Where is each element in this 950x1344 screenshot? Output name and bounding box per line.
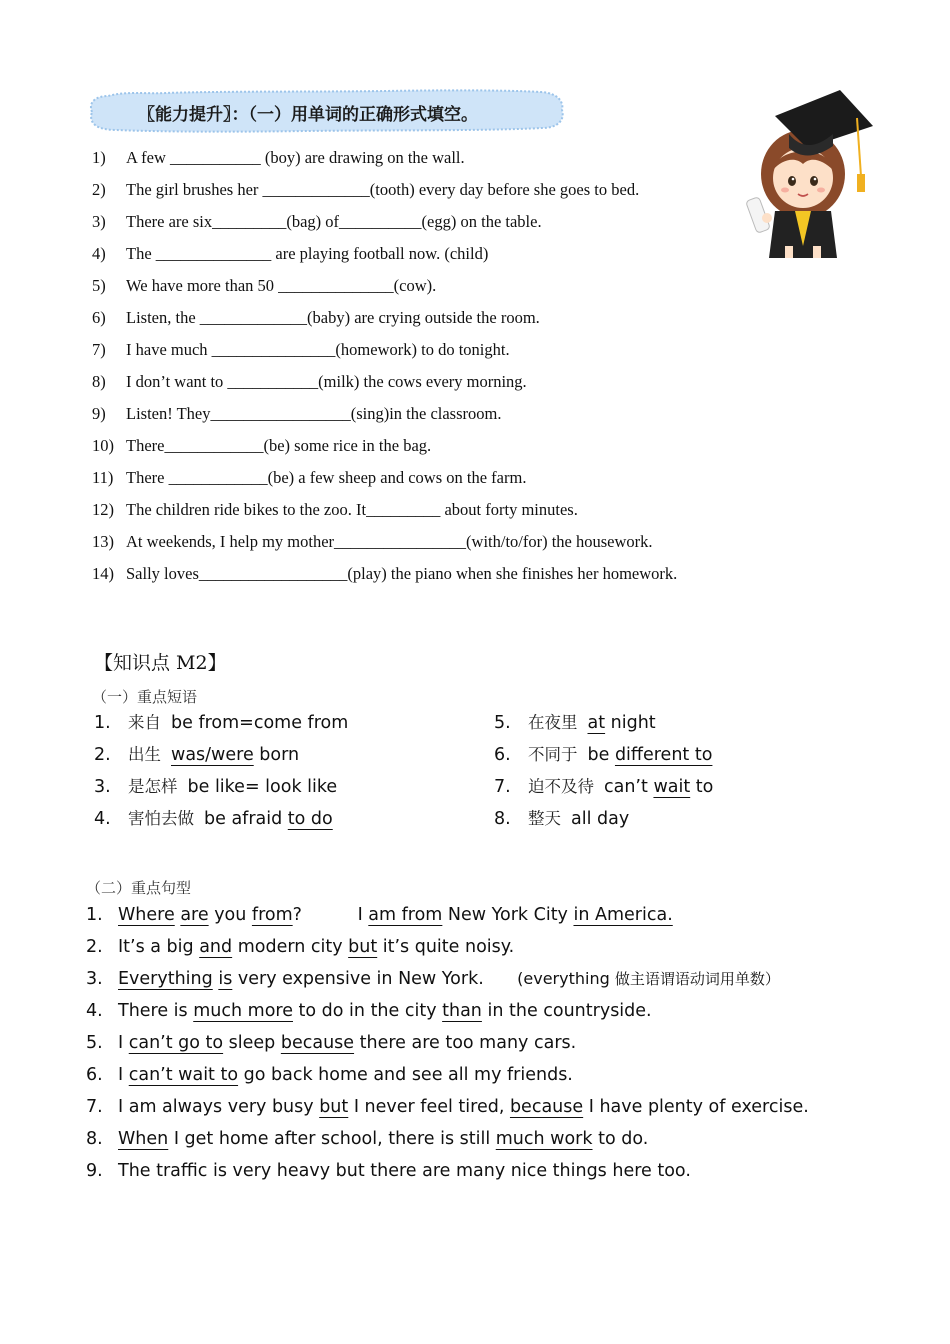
sentence-text: sleep	[223, 1033, 281, 1053]
phrase-chinese: 来自	[128, 713, 161, 732]
exercise-text: The ______________ are playing football now. (child)	[126, 244, 489, 263]
exercise-text: Listen, the _____________(baby) are crying outside the room.	[126, 308, 540, 327]
exercise-text: There are six_________(bag) of__________(egg) on the table.	[126, 212, 542, 231]
exercise-number: 8)	[92, 372, 106, 391]
phrase-chinese: 是怎样	[128, 777, 178, 796]
sentence-text: it’s quite noisy.	[377, 937, 515, 957]
exercise-text: The girl brushes her _____________(tooth) every day before she goes to bed.	[126, 180, 640, 199]
phrase-chinese: 迫不及待	[528, 777, 594, 796]
key-word-underlined: and	[199, 937, 233, 957]
phrase-number: 1.	[94, 713, 111, 733]
sentence-text: to do.	[592, 1129, 649, 1149]
exercise-number: 6)	[92, 308, 106, 327]
exercise-text: Listen! They_________________(sing)in the classroom.	[126, 404, 502, 423]
phrase-number: 7.	[494, 777, 511, 797]
phrase-number: 6.	[494, 745, 511, 765]
exercise-item	[92, 562, 792, 594]
key-word-underlined: can’t go to	[128, 1033, 224, 1053]
phrase-item	[494, 807, 894, 839]
key-word-underlined: Everything	[118, 969, 213, 989]
phrase-english-underlined: to do	[287, 809, 333, 829]
key-word-underlined: am from	[368, 905, 443, 925]
exercise-number: 7)	[92, 340, 106, 359]
key-word-underlined: from	[251, 905, 293, 925]
exercise-number: 13)	[92, 532, 114, 551]
phrase-chinese: 在夜里	[528, 713, 578, 732]
phrase-english: can’t	[604, 777, 654, 797]
phrase-number: 4.	[94, 809, 111, 829]
phrase-number: 8.	[494, 809, 511, 829]
sentence-text: ? I	[292, 905, 369, 925]
sentence-text: in the countryside.	[481, 1001, 652, 1021]
sentence-text: you	[208, 905, 252, 925]
exercise-text: A few ___________ (boy) are drawing on the wall.	[126, 148, 465, 167]
sentence-item	[86, 1094, 926, 1126]
phrase-item	[94, 775, 474, 807]
phrase-english: born	[253, 745, 300, 765]
exercise-number: 1)	[92, 148, 106, 167]
sentence-number: 9.	[86, 1161, 103, 1181]
key-word-underlined: Where	[118, 905, 175, 925]
phrases-title: （一）重点短语	[92, 688, 198, 706]
exercise-number: 10)	[92, 436, 114, 455]
exercise-item	[92, 242, 792, 274]
phrase-english-underlined: wait	[653, 777, 691, 797]
phrase-chinese: 害怕去做	[128, 809, 194, 828]
sentence-text: I	[118, 1033, 129, 1053]
sentence-number: 8.	[86, 1129, 103, 1149]
key-word-underlined: much work	[495, 1129, 593, 1149]
phrase-chinese: 整天	[528, 809, 561, 828]
sentence-item	[86, 1062, 926, 1094]
phrase-english: be	[587, 745, 615, 765]
sentence-list	[86, 902, 926, 1190]
phrase-english: night	[605, 713, 656, 733]
section-banner	[86, 88, 566, 134]
exercise-number: 4)	[92, 244, 106, 263]
sentence-item	[86, 1030, 926, 1062]
sentence-text: I am always very busy	[118, 1097, 320, 1117]
phrase-english: to	[690, 777, 714, 797]
exercise-number: 14)	[92, 564, 114, 583]
sentence-text: There is	[118, 1001, 194, 1021]
key-word-underlined: are	[180, 905, 209, 925]
exercise-item	[92, 306, 792, 338]
exercise-number: 3)	[92, 212, 106, 231]
exercise-item	[92, 274, 792, 306]
sentence-item	[86, 998, 926, 1030]
sentence-text: very expensive in New York.	[232, 969, 518, 989]
exercise-number: 9)	[92, 404, 106, 423]
sentence-text: I get home after school, there is still	[168, 1129, 496, 1149]
sentence-text: I have plenty of exercise.	[583, 1097, 809, 1117]
phrase-number: 2.	[94, 745, 111, 765]
phrase-chinese: 出生	[128, 745, 161, 764]
banner-title: 〖能力提升〗：（一）用单词的正确形式填空。	[138, 105, 478, 125]
sentence-item	[86, 902, 926, 934]
exercise-text: At weekends, I help my mother________________(with/to/for) the housework.	[126, 532, 653, 551]
sentences-title: （二）重点句型	[86, 879, 192, 897]
sentence-number: 2.	[86, 937, 103, 957]
exercise-text: I don’t want to ___________(milk) the cows every morning.	[126, 372, 527, 391]
exercise-item	[92, 338, 792, 370]
key-word-underlined: because	[509, 1097, 584, 1117]
sentence-item	[86, 1158, 926, 1190]
phrase-item	[494, 775, 894, 807]
sentence-text: New York City	[442, 905, 574, 925]
key-word-underlined: When	[118, 1129, 169, 1149]
key-word-underlined: but	[348, 937, 378, 957]
exercise-text: There ____________(be) a few sheep and cows on the farm.	[126, 468, 527, 487]
key-word-underlined: can’t wait to	[128, 1065, 239, 1085]
key-word-underlined: much more	[193, 1001, 293, 1021]
phrase-item	[94, 743, 474, 775]
exercise-item	[92, 370, 792, 402]
sentence-number: 3.	[86, 969, 103, 989]
exercise-item	[92, 402, 792, 434]
exercise-text: I have much _______________(homework) to do tonight.	[126, 340, 510, 359]
exercise-text: The children ride bikes to the zoo. It_________ about forty minutes.	[126, 500, 578, 519]
sentence-item	[86, 1126, 926, 1158]
phrase-chinese: 不同于	[528, 745, 578, 764]
exercise-item	[92, 146, 792, 178]
exercise-item	[92, 434, 792, 466]
key-word-underlined: because	[280, 1033, 355, 1053]
sentence-text: The traffic is very heavy but there are many nice things here too.	[118, 1161, 691, 1181]
knowledge-title: 【知识点 M2】	[94, 652, 227, 674]
sentence-number: 6.	[86, 1065, 103, 1085]
key-word-underlined: is	[218, 969, 233, 989]
phrase-item	[494, 743, 894, 775]
sentence-text: modern city	[232, 937, 349, 957]
key-word-underlined: but	[319, 1097, 349, 1117]
phrase-english-underlined: was/were	[171, 745, 254, 765]
key-word-underlined: than	[442, 1001, 482, 1021]
phrase-english-underlined: different to	[614, 745, 713, 765]
sentence-item	[86, 966, 926, 998]
exercise-text: There____________(be) some rice in the bag.	[126, 436, 432, 455]
sentence-number: 5.	[86, 1033, 103, 1053]
exercise-number: 12)	[92, 500, 114, 519]
exercise-number: 5)	[92, 276, 106, 295]
sentence-text: go back home and see all my friends.	[238, 1065, 573, 1085]
exercise-number: 11)	[92, 468, 114, 487]
phrases-column-left	[94, 711, 474, 839]
key-word-underlined: in America.	[573, 905, 673, 925]
exercise-item	[92, 530, 792, 562]
sentence-text: there are too many cars.	[354, 1033, 577, 1053]
sentence-item	[86, 934, 926, 966]
phrase-item	[94, 807, 474, 839]
sentence-text: It’s a big	[118, 937, 200, 957]
exercise-item	[92, 466, 792, 498]
phrase-number: 5.	[494, 713, 511, 733]
phrases-column-right	[494, 711, 894, 839]
phrase-english-underlined: at	[587, 713, 606, 733]
exercise-item	[92, 178, 792, 210]
phrase-english: be like= look like	[187, 777, 338, 797]
exercise-item	[92, 498, 792, 530]
sentence-number: 4.	[86, 1001, 103, 1021]
sentence-text: I	[118, 1065, 129, 1085]
exercise-text: Sally loves__________________(play) the piano when she finishes her homework.	[126, 564, 678, 583]
sentence-text: to do in the city	[292, 1001, 443, 1021]
phrase-english: all day	[571, 809, 630, 829]
phrase-english: be from=come from	[171, 713, 349, 733]
sentence-text: I never feel tired,	[348, 1097, 510, 1117]
exercise-item	[92, 210, 792, 242]
sentence-number: 7.	[86, 1097, 103, 1117]
phrase-number: 3.	[94, 777, 111, 797]
phrase-item	[494, 711, 894, 743]
grammar-note: 做主语谓语动词用单数）	[614, 970, 780, 988]
exercise-number: 2)	[92, 180, 106, 199]
grammar-note: (everything	[517, 969, 615, 988]
phrase-english: be afraid	[204, 809, 288, 829]
exercise-text: We have more than 50 ______________(cow).	[126, 276, 437, 295]
phrase-item	[94, 711, 474, 743]
exercise-list	[92, 146, 792, 594]
sentence-number: 1.	[86, 905, 103, 925]
